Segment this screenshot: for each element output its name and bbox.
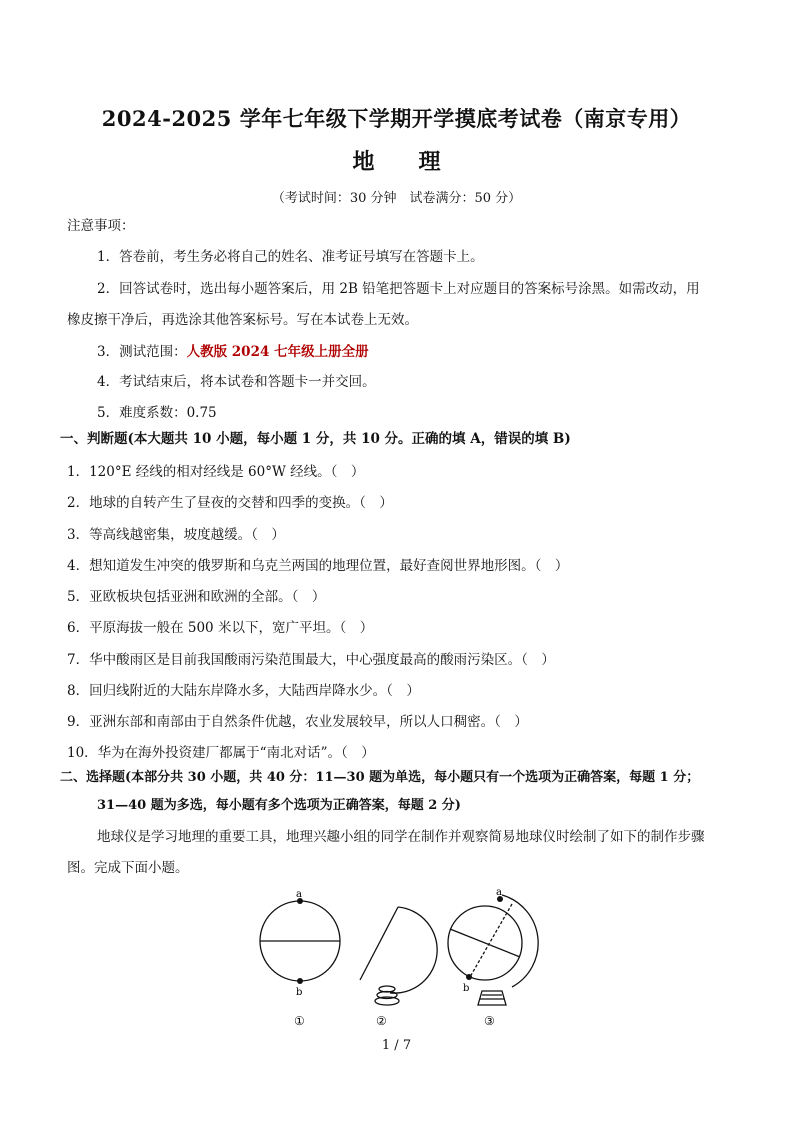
step-3-globe [448, 895, 538, 1005]
question-6: 6．平原海拔一般在 500 米以下，宽广平坦。（ ） [67, 620, 374, 636]
question-1: 1．120°E 经线的相对经线是 60°W 经线。（ ） [67, 464, 365, 480]
notice-item-1: 1．答卷前，考生务必将自己的姓名、准考证号填写在答题卡上。 [97, 249, 484, 265]
notice-item-3 [97, 342, 369, 362]
step-1-label: ① [294, 1014, 305, 1028]
subject-right: 理 [418, 149, 441, 175]
question-8: 8．回归线附近的大陆东岸降水多，大陆西岸降水少。（ ） [67, 683, 420, 699]
question-10: 10．华为在海外投资建厂都属于“南北对话”。（ ） [67, 745, 375, 761]
notice-item-2: 2．回答试卷时，选出每小题答案后，用 2B 铅笔把答题卡上对应题目的答案标号涂黑。如需改动，用 [97, 281, 700, 297]
label-b-3: b [463, 983, 470, 994]
point-b-3 [466, 974, 472, 980]
question-7: 7．华中酸雨区是目前我国酸雨污染范围最大，中心强度最高的酸雨污染区。（ ） [67, 652, 555, 668]
section2-heading-cont: 31—40 题为多选，每小题有多个选项为正确答案，每题 2 分) [97, 798, 461, 813]
step-2-frame [360, 907, 437, 1005]
question-3: 3．等高线越密集，坡度越缓。（ ） [67, 527, 285, 543]
section2-heading: 二、选择题(本部分共 30 小题，共 40 分：11—30 题为单选，每小题只有一个选项为正确答案，每题 1 分； [60, 770, 700, 785]
notice-item-3-prefix: 3．测试范围： [97, 344, 187, 360]
question-9: 9．亚洲东部和南部由于自然条件优越，农业发展较早，所以人口稠密。（ ） [67, 714, 528, 730]
label-a-3: a [496, 887, 502, 898]
label-a-1: a [296, 889, 302, 900]
question-4: 4．想知道发生冲突的俄罗斯和乌克兰两国的地理位置，最好查阅世界地形图。（ ） [67, 558, 569, 574]
step-2-label: ② [376, 1014, 387, 1028]
question-2: 2．地球的自转产生了昼夜的交替和四季的变换。（ ） [67, 495, 393, 511]
notice-item-2-cont: 橡皮擦干净后，再选涂其他答案标号。写在本试卷上无效。 [67, 312, 418, 328]
notice-item-5: 5．难度系数：0.75 [97, 405, 217, 421]
label-b-1: b [296, 987, 303, 998]
notice-heading: 注意事项： [67, 218, 135, 234]
subject-title [0, 145, 793, 176]
exam-title: 2024-2025 学年七年级下学期开学摸底考试卷（南京专用） [101, 106, 692, 131]
step-3-label: ③ [484, 1014, 495, 1028]
section1-heading: 一、判断题(本大题共 10 小题，每小题 1 分，共 10 分。正确的填 A，错误的填 B) [60, 431, 571, 447]
question-5: 5．亚欧板块包括亚洲和欧洲的全部。（ ） [67, 589, 326, 605]
notice-item-4: 4．考试结束后，将本试卷和答题卡一并交回。 [97, 374, 376, 390]
step-1-sphere [260, 901, 340, 981]
page-number: 1 / 7 [381, 1038, 412, 1053]
exam-time-info: （考试时间：30 分钟 试卷满分：50 分） [271, 191, 522, 206]
subject-left: 地 [352, 149, 375, 175]
globe-steps-figure [250, 885, 550, 1035]
point-b-1 [297, 978, 303, 984]
section2-intro: 地球仪是学习地理的重要工具，地理兴趣小组的同学在制作并观察简易地球仪时绘制了如下的制作步骤图。完成下面小题。 [67, 829, 705, 876]
test-range: 人教版 2024 七年级上册全册 [186, 344, 369, 360]
